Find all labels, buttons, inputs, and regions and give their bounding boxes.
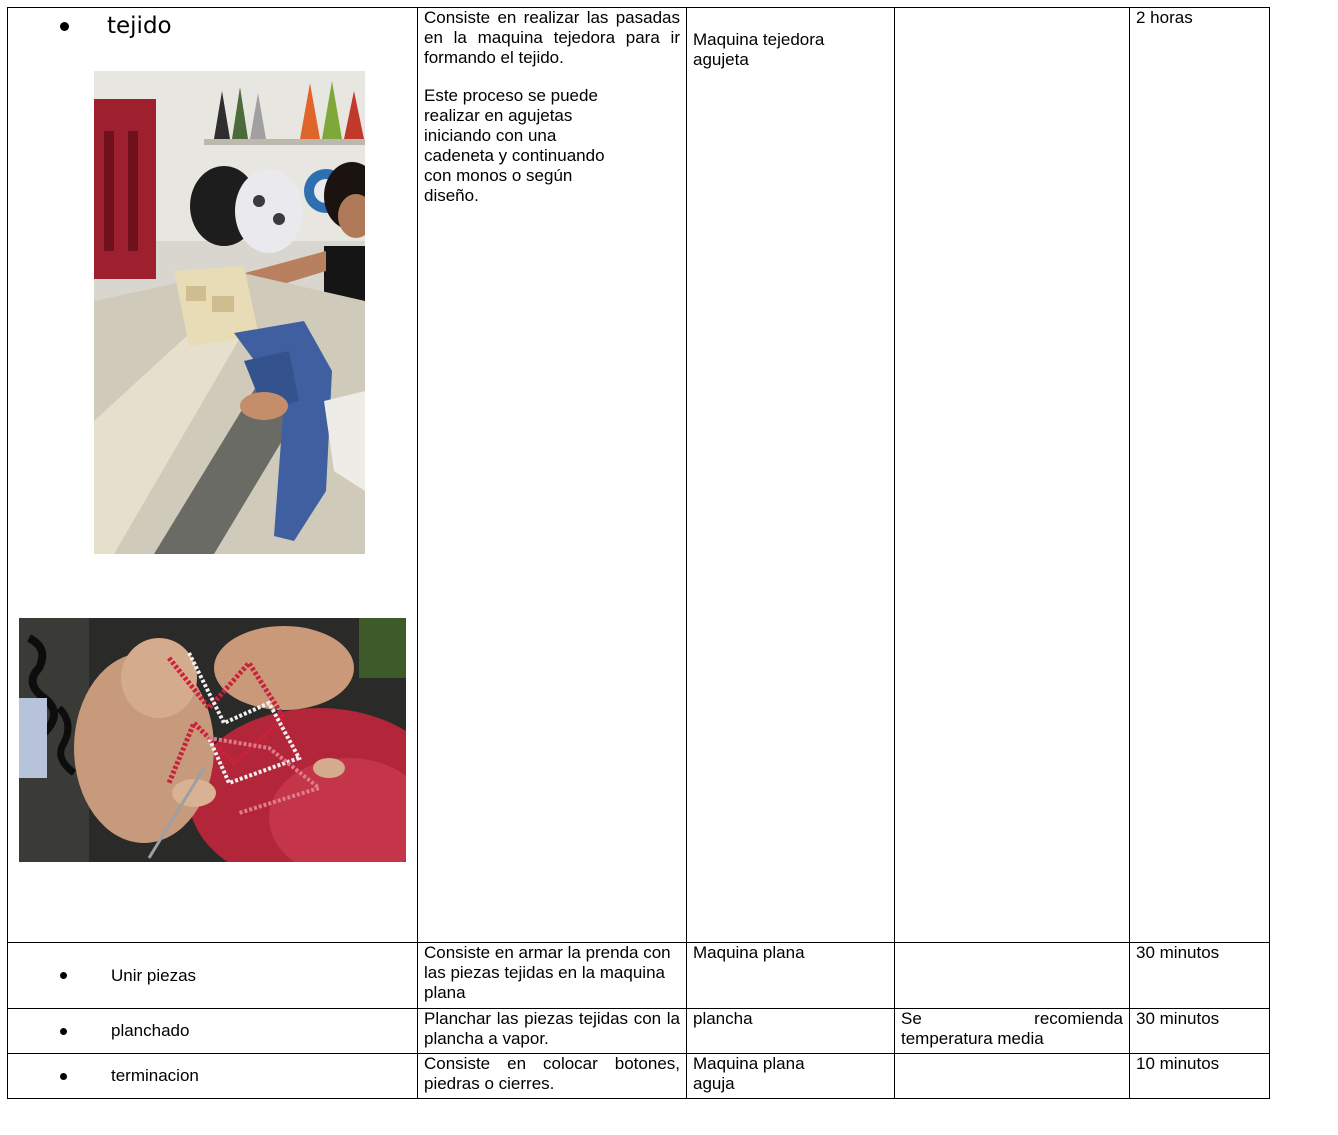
tools-cell (687, 1009, 895, 1054)
tools-cell (687, 943, 895, 1009)
step-cell (8, 943, 418, 1009)
tool-item: Maquina tejedora (693, 30, 825, 49)
table-row (8, 1009, 1270, 1054)
time-value: 30 minutos (1136, 1009, 1220, 1028)
table-row (8, 943, 1270, 1009)
bullet-item (8, 13, 417, 39)
description-text: Consiste en colocar botones, piedras o cierres. (424, 1054, 680, 1093)
time-value: 2 horas (1136, 8, 1193, 27)
notes-cell (895, 1009, 1130, 1054)
time-cell (1130, 1054, 1270, 1099)
notes-cell (895, 943, 1130, 1009)
bullet-icon (60, 1073, 67, 1080)
time-cell (1130, 1009, 1270, 1054)
description-paragraph: Este proceso se puede realizar en agujetas iniciando con una cadeneta y continuando con monos o según diseño. (424, 86, 605, 205)
tool-item: Maquina plana (693, 943, 805, 962)
description-cell (418, 943, 687, 1009)
tool-item: Maquina plana (693, 1054, 805, 1073)
step-label: tejido (107, 13, 172, 39)
tool-item: agujeta (693, 50, 749, 69)
description-text: Planchar las piezas tejidas con la plancha a vapor. (424, 1009, 680, 1048)
step-cell (8, 1054, 418, 1099)
notes-cell (895, 1054, 1130, 1099)
step-cell (8, 1009, 418, 1054)
notes-word: recomienda (1034, 1009, 1123, 1028)
time-value: 10 minutos (1136, 1054, 1220, 1073)
notes-text: temperatura media (901, 1029, 1044, 1048)
tools-cell (687, 8, 895, 943)
description-paragraph: Consiste en realizar las pasadas en la maquina tejedora para ir formando el tejido. (424, 8, 680, 67)
bullet-icon (60, 1028, 67, 1035)
bullet-icon (60, 972, 67, 979)
step-label: terminacion (111, 1066, 199, 1085)
table-row (8, 1054, 1270, 1099)
tool-item: plancha (693, 1009, 753, 1028)
tool-item: aguja (693, 1074, 735, 1093)
time-cell (1130, 943, 1270, 1009)
time-cell (1130, 8, 1270, 943)
description-cell (418, 8, 687, 943)
description-cell (418, 1054, 687, 1099)
description-cell (418, 1009, 687, 1054)
description-text: Consiste en armar la prenda con las piezas tejidas en la maquina plana (424, 943, 671, 1002)
notes-cell (895, 8, 1130, 943)
bullet-icon (60, 22, 69, 31)
notes-word: Se (901, 1009, 922, 1028)
step-label: planchado (111, 1021, 190, 1040)
step-label: Unir piezas (111, 965, 197, 985)
crochet-hands-photo (19, 618, 406, 862)
knitting-machine-photo (94, 71, 365, 554)
time-value: 30 minutos (1136, 943, 1220, 962)
tools-cell (687, 1054, 895, 1099)
